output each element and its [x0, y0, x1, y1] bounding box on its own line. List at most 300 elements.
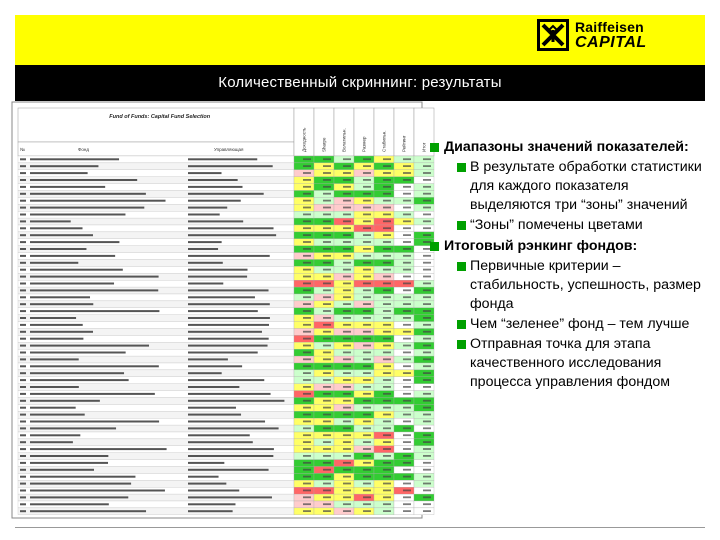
metric-value-mark — [403, 407, 411, 409]
row-fund-name-mark — [30, 200, 166, 202]
metric-value-mark — [343, 310, 351, 312]
metric-value-mark — [363, 386, 371, 388]
row-fund-name-mark — [30, 490, 165, 492]
metric-value-mark — [343, 414, 351, 416]
metric-value-mark — [363, 379, 371, 381]
metric-value-mark — [383, 179, 391, 181]
bullet-text: Отправная точка для этапа качественного исследования процесса управления фондом — [470, 336, 670, 390]
row-number-mark — [20, 241, 26, 243]
metric-value-mark — [383, 393, 391, 395]
metric-value-mark — [343, 434, 351, 436]
metric-value-mark — [403, 427, 411, 429]
row-fund-name-mark — [30, 448, 167, 450]
bullet-item — [428, 138, 710, 157]
row-fund-name-mark — [30, 455, 108, 457]
metric-value-mark — [323, 186, 331, 188]
metric-value-mark — [423, 490, 431, 492]
metric-value-mark — [363, 303, 371, 305]
metric-value-mark — [303, 393, 311, 395]
col-company-header: Управляющая — [214, 147, 244, 152]
metric-value-mark — [303, 372, 311, 374]
bullet-text: В результате обработки статистики для каждого показателя выделяются три “зоны” значений — [470, 159, 702, 213]
row-fund-name-mark — [30, 496, 128, 498]
metric-value-mark — [323, 503, 331, 505]
row-company-mark — [188, 214, 220, 216]
bullet-text: Чем “зеленее” фонд – тем лучше — [470, 316, 690, 332]
metric-header-label: Доходность — [301, 127, 307, 152]
row-number-mark — [20, 462, 26, 464]
row-number-mark — [20, 503, 26, 505]
metric-value-mark — [403, 434, 411, 436]
metric-value-mark — [323, 352, 331, 354]
row-fund-name-mark — [30, 324, 83, 326]
metric-value-mark — [363, 407, 371, 409]
metric-value-mark — [343, 365, 351, 367]
bullet-item — [428, 335, 710, 392]
metric-value-mark — [383, 310, 391, 312]
metric-value-mark — [403, 462, 411, 464]
metric-value-mark — [343, 462, 351, 464]
row-fund-name-mark — [30, 296, 90, 298]
metric-value-mark — [303, 248, 311, 250]
metric-value-mark — [383, 338, 391, 340]
metric-value-mark — [383, 434, 391, 436]
metric-value-mark — [403, 358, 411, 360]
metric-value-mark — [303, 214, 311, 216]
metric-value-mark — [303, 400, 311, 402]
metric-value-mark — [403, 234, 411, 236]
metric-value-mark — [363, 427, 371, 429]
row-company-mark — [188, 193, 264, 195]
metric-value-mark — [323, 427, 331, 429]
metric-value-mark — [303, 331, 311, 333]
metric-value-mark — [403, 455, 411, 457]
metric-value-mark — [423, 483, 431, 485]
row-fund-name-mark — [30, 248, 86, 250]
metric-value-mark — [323, 386, 331, 388]
metric-value-mark — [323, 248, 331, 250]
metric-value-mark — [363, 310, 371, 312]
col-fund-header: Фонд — [78, 147, 90, 152]
metric-value-mark — [363, 434, 371, 436]
metric-value-mark — [343, 193, 351, 195]
metric-value-mark — [363, 448, 371, 450]
bullet-list — [428, 138, 710, 393]
screening-table — [12, 102, 427, 518]
row-fund-name-mark — [30, 303, 93, 305]
row-company-mark — [188, 207, 227, 209]
metric-value-mark — [323, 158, 331, 160]
row-number-mark — [20, 289, 26, 291]
row-fund-name-mark — [30, 441, 73, 443]
row-company-mark — [188, 414, 241, 416]
metric-value-mark — [383, 345, 391, 347]
metric-value-mark — [303, 193, 311, 195]
title-bar — [15, 65, 705, 101]
metric-value-mark — [383, 200, 391, 202]
metric-value-mark — [383, 276, 391, 278]
metric-value-mark — [343, 179, 351, 181]
row-number-mark — [20, 476, 26, 478]
metric-value-mark — [323, 220, 331, 222]
metric-value-mark — [323, 193, 331, 195]
metric-value-mark — [383, 496, 391, 498]
metric-value-mark — [343, 220, 351, 222]
metric-value-mark — [323, 372, 331, 374]
metric-value-mark — [403, 158, 411, 160]
metric-value-mark — [363, 324, 371, 326]
row-company-mark — [188, 427, 279, 429]
metric-value-mark — [323, 234, 331, 236]
metric-value-mark — [403, 386, 411, 388]
logo-brand-bottom: CAPITAL — [575, 34, 647, 51]
row-number-mark — [20, 317, 26, 319]
metric-value-mark — [323, 338, 331, 340]
metric-value-mark — [403, 255, 411, 257]
row-company-mark — [188, 358, 228, 360]
metric-value-mark — [343, 427, 351, 429]
row-number-mark — [20, 207, 26, 209]
metric-value-mark — [363, 227, 371, 229]
row-number-mark — [20, 324, 26, 326]
metric-value-mark — [303, 386, 311, 388]
row-number-mark — [20, 248, 26, 250]
metric-value-mark — [423, 400, 431, 402]
metric-value-mark — [303, 227, 311, 229]
metric-value-mark — [323, 303, 331, 305]
metric-value-mark — [383, 407, 391, 409]
row-fund-name-mark — [30, 434, 80, 436]
bullet-item — [428, 315, 710, 334]
metric-value-mark — [403, 490, 411, 492]
metric-value-mark — [383, 255, 391, 257]
metric-value-mark — [303, 158, 311, 160]
row-number-mark — [20, 434, 26, 436]
metric-value-mark — [403, 207, 411, 209]
row-fund-name-mark — [30, 158, 119, 160]
row-number-mark — [20, 386, 26, 388]
metric-value-mark — [383, 441, 391, 443]
metric-value-mark — [383, 303, 391, 305]
metric-value-mark — [383, 248, 391, 250]
metric-value-mark — [343, 255, 351, 257]
metric-value-mark — [363, 476, 371, 478]
metric-value-mark — [363, 207, 371, 209]
row-number-mark — [20, 269, 26, 271]
row-company-mark — [188, 220, 243, 222]
metric-value-mark — [403, 248, 411, 250]
row-number-mark — [20, 214, 26, 216]
row-fund-name-mark — [30, 289, 158, 291]
row-number-mark — [20, 379, 26, 381]
metric-value-mark — [363, 283, 371, 285]
metric-value-mark — [303, 220, 311, 222]
metric-value-mark — [323, 207, 331, 209]
bullet-item — [428, 216, 710, 235]
metric-value-mark — [403, 214, 411, 216]
row-number-mark — [20, 234, 26, 236]
metric-value-mark — [423, 434, 431, 436]
row-number-mark — [20, 338, 26, 340]
row-number-mark — [20, 331, 26, 333]
metric-value-mark — [383, 220, 391, 222]
metric-value-mark — [343, 510, 351, 512]
metric-value-mark — [343, 490, 351, 492]
metric-value-mark — [383, 158, 391, 160]
metric-value-mark — [303, 303, 311, 305]
metric-value-mark — [423, 448, 431, 450]
row-fund-name-mark — [30, 510, 146, 512]
metric-value-mark — [403, 476, 411, 478]
row-fund-name-mark — [30, 379, 129, 381]
metric-value-mark — [403, 227, 411, 229]
row-fund-name-mark — [30, 207, 144, 209]
metric-value-mark — [323, 276, 331, 278]
metric-value-mark — [343, 289, 351, 291]
row-company-mark — [188, 393, 271, 395]
row-fund-name-mark — [30, 331, 93, 333]
metric-value-mark — [383, 207, 391, 209]
row-number-mark — [20, 372, 26, 374]
metric-value-mark — [383, 352, 391, 354]
metric-value-mark — [403, 331, 411, 333]
metric-value-mark — [323, 469, 331, 471]
metric-value-mark — [303, 317, 311, 319]
raiffeisen-cross-icon — [537, 19, 569, 51]
metric-value-mark — [323, 365, 331, 367]
bullet-square-icon — [457, 221, 466, 230]
metric-value-mark — [363, 358, 371, 360]
metric-value-mark — [403, 193, 411, 195]
metric-value-mark — [363, 200, 371, 202]
metric-value-mark — [303, 283, 311, 285]
metric-value-mark — [323, 214, 331, 216]
metric-value-mark — [403, 262, 411, 264]
metric-value-mark — [383, 427, 391, 429]
row-fund-name-mark — [30, 483, 131, 485]
metric-value-mark — [403, 414, 411, 416]
row-number-mark — [20, 255, 26, 257]
row-company-mark — [188, 269, 248, 271]
metric-value-mark — [403, 365, 411, 367]
row-company-mark — [188, 296, 255, 298]
metric-value-mark — [343, 379, 351, 381]
row-company-mark — [188, 448, 274, 450]
metric-value-mark — [383, 186, 391, 188]
metric-value-mark — [323, 262, 331, 264]
metric-value-mark — [323, 496, 331, 498]
metric-value-mark — [323, 317, 331, 319]
screening-table-image — [12, 102, 427, 518]
metric-value-mark — [383, 386, 391, 388]
row-number-mark — [20, 345, 26, 347]
metric-value-mark — [363, 503, 371, 505]
metric-value-mark — [383, 289, 391, 291]
row-company-mark — [188, 503, 235, 505]
row-company-mark — [188, 255, 270, 257]
row-fund-name-mark — [30, 462, 108, 464]
bullet-item — [428, 257, 710, 314]
metric-value-mark — [343, 303, 351, 305]
metric-value-mark — [403, 289, 411, 291]
row-number-mark — [20, 469, 26, 471]
metric-value-mark — [303, 476, 311, 478]
metric-value-mark — [303, 352, 311, 354]
metric-value-mark — [323, 241, 331, 243]
metric-value-mark — [363, 179, 371, 181]
row-company-mark — [188, 186, 243, 188]
metric-value-mark — [383, 503, 391, 505]
metric-value-mark — [343, 448, 351, 450]
metric-value-mark — [383, 379, 391, 381]
row-company-mark — [188, 158, 257, 160]
metric-value-mark — [383, 462, 391, 464]
row-number-mark — [20, 186, 26, 188]
metric-value-mark — [403, 496, 411, 498]
metric-value-mark — [323, 441, 331, 443]
metric-value-mark — [363, 365, 371, 367]
row-number-mark — [20, 165, 26, 167]
metric-value-mark — [403, 317, 411, 319]
metric-value-mark — [323, 289, 331, 291]
metric-value-mark — [303, 441, 311, 443]
metric-value-mark — [343, 248, 351, 250]
metric-value-mark — [323, 200, 331, 202]
metric-value-mark — [383, 372, 391, 374]
metric-value-mark — [303, 414, 311, 416]
metric-value-mark — [403, 310, 411, 312]
metric-value-mark — [423, 496, 431, 498]
row-company-mark — [188, 317, 270, 319]
row-fund-name-mark — [30, 358, 79, 360]
metric-value-mark — [303, 165, 311, 167]
metric-value-mark — [303, 269, 311, 271]
metric-value-mark — [303, 207, 311, 209]
metric-value-mark — [403, 393, 411, 395]
metric-value-mark — [303, 179, 311, 181]
metric-value-mark — [343, 269, 351, 271]
row-company-mark — [188, 365, 242, 367]
metric-value-mark — [423, 393, 431, 395]
metric-value-mark — [363, 331, 371, 333]
metric-value-mark — [403, 303, 411, 305]
metric-value-mark — [343, 200, 351, 202]
metric-value-mark — [323, 283, 331, 285]
metric-value-mark — [343, 241, 351, 243]
row-fund-name-mark — [30, 214, 125, 216]
metric-value-mark — [343, 172, 351, 174]
metric-value-mark — [423, 510, 431, 512]
metric-value-mark — [423, 462, 431, 464]
row-fund-name-mark — [30, 276, 159, 278]
row-number-mark — [20, 407, 26, 409]
metric-value-mark — [303, 255, 311, 257]
row-fund-name-mark — [30, 345, 149, 347]
metric-value-mark — [323, 345, 331, 347]
metric-header-label: Стабильн. — [381, 130, 387, 152]
metric-value-mark — [343, 407, 351, 409]
metric-value-mark — [363, 193, 371, 195]
metric-value-mark — [303, 310, 311, 312]
metric-value-mark — [323, 455, 331, 457]
metric-value-mark — [363, 220, 371, 222]
row-number-mark — [20, 227, 26, 229]
metric-value-mark — [383, 193, 391, 195]
metric-value-mark — [343, 158, 351, 160]
metric-value-mark — [383, 234, 391, 236]
metric-value-mark — [363, 455, 371, 457]
row-fund-name-mark — [30, 338, 83, 340]
row-number-mark — [20, 276, 26, 278]
row-number-mark — [20, 448, 26, 450]
metric-value-mark — [343, 296, 351, 298]
metric-value-mark — [343, 476, 351, 478]
row-fund-name-mark — [30, 234, 93, 236]
metric-value-mark — [363, 441, 371, 443]
metric-value-mark — [323, 400, 331, 402]
bullet-text: Диапазоны значений показателей: — [444, 139, 689, 155]
row-company-mark — [188, 234, 276, 236]
row-number-mark — [20, 490, 26, 492]
metric-value-mark — [303, 455, 311, 457]
bullet-text: Первичные критерии – стабильность, успешность, размер фонда — [470, 258, 701, 312]
row-company-mark — [188, 200, 241, 202]
row-fund-name-mark — [30, 227, 83, 229]
metric-header-label: Итог — [421, 142, 427, 152]
metric-value-mark — [323, 358, 331, 360]
metric-value-mark — [303, 262, 311, 264]
metric-value-mark — [303, 296, 311, 298]
metric-value-mark — [403, 345, 411, 347]
metric-value-mark — [323, 165, 331, 167]
row-company-mark — [188, 310, 258, 312]
row-fund-name-mark — [30, 372, 124, 374]
metric-value-mark — [363, 510, 371, 512]
metric-value-mark — [303, 338, 311, 340]
metric-value-mark — [323, 421, 331, 423]
metric-value-mark — [363, 490, 371, 492]
row-company-mark — [188, 352, 258, 354]
row-fund-name-mark — [30, 503, 109, 505]
metric-value-mark — [323, 269, 331, 271]
metric-value-mark — [303, 345, 311, 347]
metric-value-mark — [323, 476, 331, 478]
metric-value-mark — [303, 379, 311, 381]
row-number-mark — [20, 262, 26, 264]
metric-value-mark — [383, 448, 391, 450]
metric-value-mark — [383, 283, 391, 285]
metric-value-mark — [323, 310, 331, 312]
metric-value-mark — [323, 483, 331, 485]
metric-value-mark — [323, 490, 331, 492]
metric-value-mark — [303, 483, 311, 485]
metric-value-mark — [363, 296, 371, 298]
metric-value-mark — [303, 462, 311, 464]
bullet-item — [428, 237, 710, 256]
metric-value-mark — [423, 441, 431, 443]
row-number-mark — [20, 179, 26, 181]
row-number-mark — [20, 483, 26, 485]
row-company-mark — [188, 441, 253, 443]
row-company-mark — [188, 434, 250, 436]
row-fund-name-mark — [30, 310, 159, 312]
metric-value-mark — [323, 379, 331, 381]
bullet-square-icon — [430, 242, 439, 251]
row-company-mark — [188, 372, 222, 374]
metric-value-mark — [403, 421, 411, 423]
metric-value-mark — [403, 241, 411, 243]
row-fund-name-mark — [30, 352, 126, 354]
